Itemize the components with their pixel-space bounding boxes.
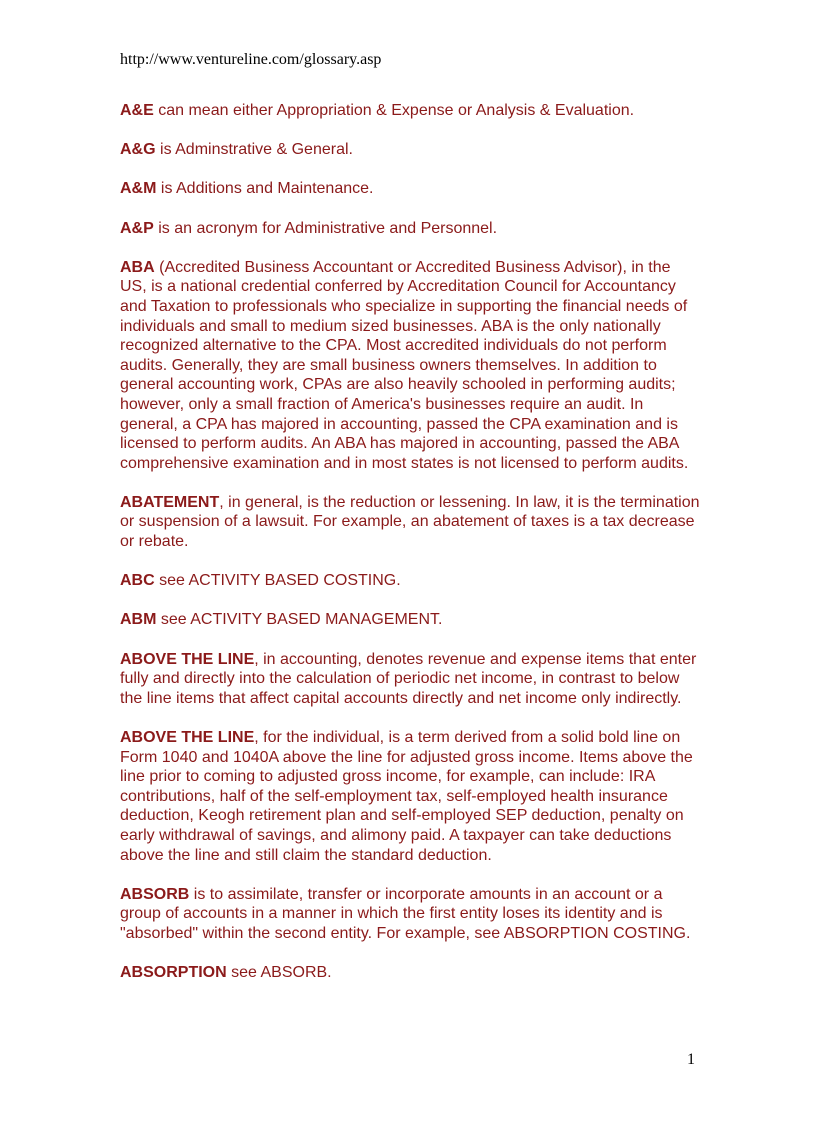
glossary-term: ABC <box>120 572 155 590</box>
glossary-entry <box>120 650 700 709</box>
glossary-entry <box>120 493 700 552</box>
glossary-definition: , for the individual, is a term derived from a solid bold line on Form 1040 and 1040A above the line for adjusted gross income. Items above the line prior to coming to adjusted gross income, for example, can include: IRA contributions, half of the self-employment tax, self-employed health insurance deduction, Keogh retirement plan and self-employed SEP deduction, penalty on early withdrawal of savings, and alimony paid. A taxpayer can take deductions above the line and still claim the standard deduction. <box>120 729 693 864</box>
glossary-entry <box>120 885 700 944</box>
glossary-definition: is an acronym for Administrative and Personnel. <box>153 219 498 237</box>
glossary-content <box>120 101 700 1002</box>
page-number: 1 <box>687 1051 695 1068</box>
glossary-term: A&P <box>120 219 154 237</box>
glossary-term: ABA <box>120 258 155 276</box>
header-url: http://www.ventureline.com/glossary.asp <box>120 51 382 68</box>
glossary-definition: see ACTIVITY BASED COSTING. <box>154 572 401 590</box>
glossary-term: A&M <box>120 180 157 198</box>
glossary-term: ABM <box>120 611 157 629</box>
glossary-entry <box>120 179 700 199</box>
glossary-definition: see ACTIVITY BASED MANAGEMENT. <box>156 611 443 629</box>
glossary-definition: can mean either Appropriation & Expense or Analysis & Evaluation. <box>153 102 635 119</box>
glossary-term: ABATEMENT <box>120 493 220 511</box>
glossary-entry <box>120 140 700 160</box>
glossary-term: ABOVE THE LINE <box>120 650 255 668</box>
glossary-entry <box>120 101 700 121</box>
glossary-term: A&G <box>120 141 156 159</box>
glossary-term: ABSORPTION <box>120 964 227 982</box>
glossary-entry <box>120 258 700 474</box>
glossary-term: ABOVE THE LINE <box>120 729 255 746</box>
glossary-definition: , in accounting, denotes revenue and expense items that enter fully and directly into the calculation of periodic net income, in contrast to below the line items that affect capital accounts directly and net income only indirectly. <box>120 650 697 707</box>
glossary-entry <box>120 963 700 983</box>
glossary-definition: , in general, is the reduction or lessening. In law, it is the termination or suspension of a lawsuit. For example, an abatement of taxes is a tax decrease or rebate. <box>120 493 700 551</box>
glossary-definition: is Additions and Maintenance. <box>156 180 374 198</box>
glossary-term: ABSORB <box>120 885 190 903</box>
glossary-entry <box>120 571 700 591</box>
glossary-definition: see ABSORB. <box>226 964 332 982</box>
glossary-definition: is to assimilate, transfer or incorporate amounts in an account or a group of accounts in a manner in which the first entity loses its identity and is "absorbed" within the second entity. For example, see ABSORPTION COSTING. <box>120 885 691 942</box>
glossary-entry <box>120 610 700 630</box>
glossary-definition: is Adminstrative & General. <box>155 141 353 159</box>
glossary-term: A&E <box>120 102 154 119</box>
glossary-definition: (Accredited Business Accountant or Accredited Business Advisor), in the US, is a national credential conferred by Accreditation Council for Accountancy and Taxation to professionals who specialize in supporting the financial needs of individuals and small to medium sized businesses. ABA is the only nationally recognized alternative to the CPA. Most accredited individuals do not perform audits. Generally, they are small business owners themselves. In addition to general accounting work, CPAs are also heavily schooled in performing audits; however, only a small fraction of America's businesses require an audit. In general, a CPA has majored in accounting, passed the CPA examination and is licensed to perform audits. An ABA has majored in accounting, passed the ABA comprehensive examination and in most states is not licensed to perform audits. <box>120 258 689 472</box>
glossary-entry <box>120 219 700 239</box>
glossary-entry <box>120 728 700 865</box>
